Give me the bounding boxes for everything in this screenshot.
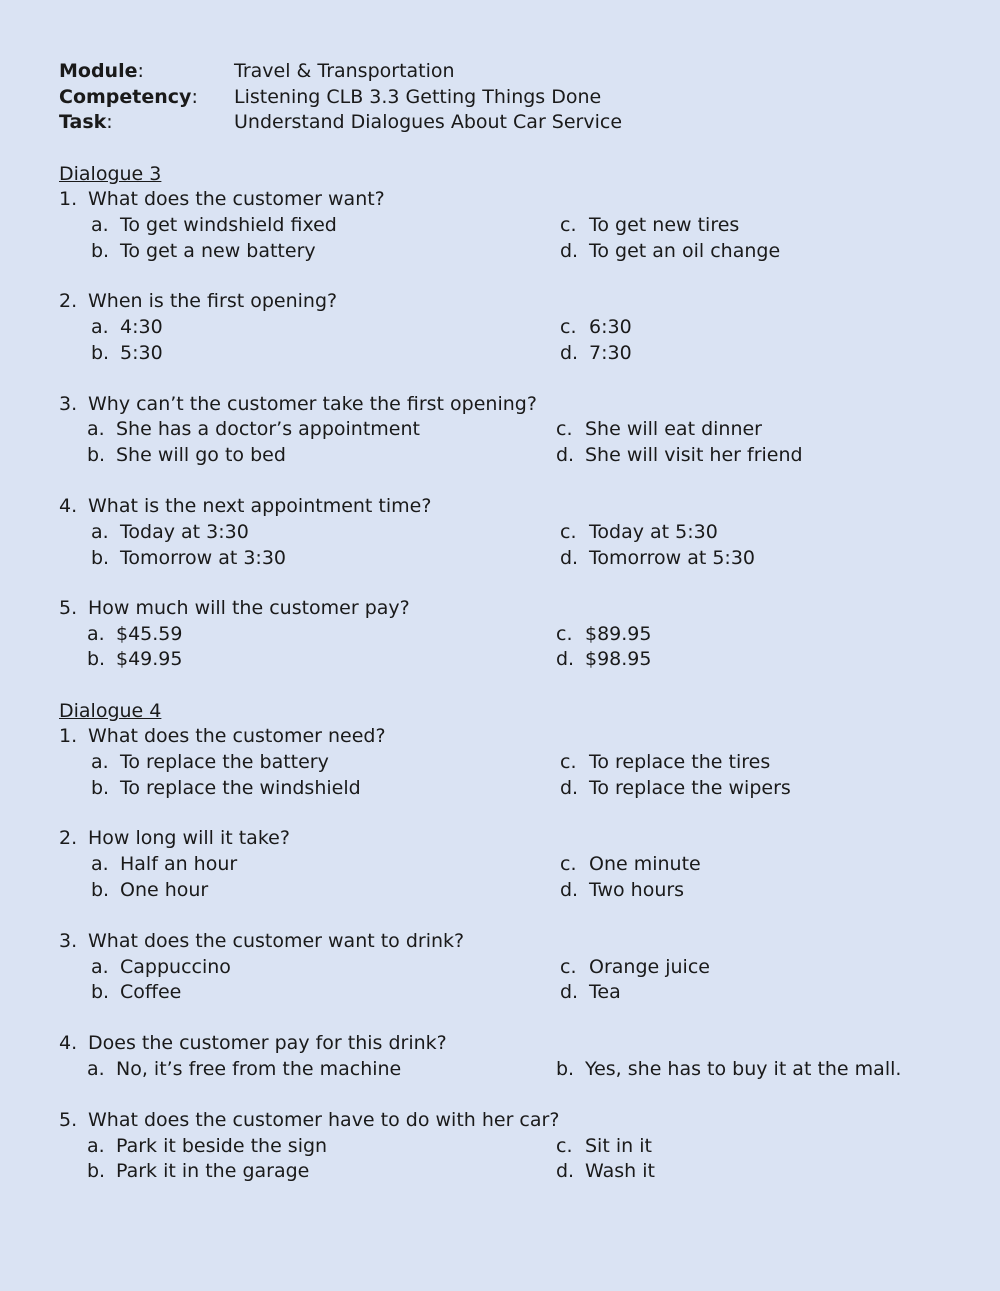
option-text: She will eat dinner — [585, 418, 762, 440]
option-text: To replace the tires — [589, 751, 771, 773]
question-text: Why can’t the customer take the first opening? — [88, 393, 537, 415]
option-letter: a. — [91, 956, 109, 978]
option-letter: c. — [560, 214, 577, 236]
option-letter: b. — [87, 648, 106, 670]
option-text: Tomorrow at 3:30 — [120, 547, 287, 569]
question-text: What does the customer want? — [88, 188, 385, 210]
question-number: 2. — [59, 290, 78, 312]
option-letter: c. — [560, 751, 577, 773]
option-letter: c. — [556, 623, 573, 645]
option-text: Half an hour — [120, 853, 238, 875]
option-text: No, it’s free from the machine — [116, 1058, 402, 1080]
option-letter: d. — [556, 444, 575, 466]
option-text: One minute — [589, 853, 701, 875]
option-letter: b. — [91, 879, 110, 901]
option-letter: a. — [91, 214, 109, 236]
module-label: Module: — [59, 60, 144, 82]
question-text: When is the first opening? — [88, 290, 338, 312]
question-text: What does the customer need? — [88, 725, 386, 747]
option-text: Coffee — [120, 981, 182, 1003]
option-letter: b. — [87, 444, 106, 466]
module-value: Travel & Transportation — [234, 60, 455, 82]
task-value: Understand Dialogues About Car Service — [234, 111, 623, 133]
option-letter: d. — [560, 777, 579, 799]
option-letter: d. — [560, 547, 579, 569]
option-text: Yes, she has to buy it at the mall. — [585, 1058, 902, 1080]
option-letter: c. — [560, 853, 577, 875]
option-text: To replace the windshield — [120, 777, 361, 799]
option-letter: d. — [556, 648, 575, 670]
question-number: 5. — [59, 597, 78, 619]
option-text: She will go to bed — [116, 444, 286, 466]
option-text: To get windshield fixed — [120, 214, 337, 236]
option-letter: d. — [560, 240, 579, 262]
option-text: Tea — [589, 981, 621, 1003]
question-number: 4. — [59, 1032, 78, 1054]
question-number: 1. — [59, 725, 78, 747]
option-text: Tomorrow at 5:30 — [589, 547, 756, 569]
option-text: To get an oil change — [589, 240, 781, 262]
option-text: $98.95 — [585, 648, 652, 670]
option-text: Sit in it — [585, 1135, 652, 1157]
option-letter: b. — [556, 1058, 575, 1080]
question-text: What does the customer want to drink? — [88, 930, 465, 952]
option-letter: c. — [556, 418, 573, 440]
option-letter: b. — [87, 1160, 106, 1182]
option-text: Park it beside the sign — [116, 1135, 328, 1157]
option-text: Two hours — [589, 879, 685, 901]
option-text: 7:30 — [589, 342, 632, 364]
question-number: 2. — [59, 827, 78, 849]
competency-label: Competency: — [59, 86, 198, 108]
option-text: Wash it — [585, 1160, 655, 1182]
competency-value: Listening CLB 3.3 Getting Things Done — [234, 86, 602, 108]
option-letter: b. — [91, 342, 110, 364]
question-text: What is the next appointment time? — [88, 495, 432, 517]
option-text: Today at 5:30 — [589, 521, 718, 543]
option-letter: c. — [556, 1135, 573, 1157]
option-letter: a. — [87, 623, 105, 645]
option-text: Today at 3:30 — [120, 521, 249, 543]
option-letter: b. — [91, 981, 110, 1003]
option-letter: a. — [87, 1135, 105, 1157]
option-text: Cappuccino — [120, 956, 231, 978]
option-letter: a. — [91, 853, 109, 875]
question-text: Does the customer pay for this drink? — [88, 1032, 447, 1054]
option-letter: d. — [560, 981, 579, 1003]
question-number: 1. — [59, 188, 78, 210]
option-text: She will visit her friend — [585, 444, 803, 466]
option-letter: d. — [560, 342, 579, 364]
option-text: To replace the wipers — [589, 777, 791, 799]
option-text: To get a new battery — [120, 240, 316, 262]
question-text: How much will the customer pay? — [88, 597, 410, 619]
option-letter: a. — [87, 418, 105, 440]
option-letter: b. — [91, 777, 110, 799]
option-letter: d. — [556, 1160, 575, 1182]
option-letter: a. — [91, 316, 109, 338]
option-text: $45.59 — [116, 623, 183, 645]
dialogue-3-title: Dialogue 3 — [59, 163, 162, 185]
option-text: 6:30 — [589, 316, 632, 338]
option-letter: c. — [560, 316, 577, 338]
question-number: 5. — [59, 1109, 78, 1131]
option-letter: a. — [91, 521, 109, 543]
option-letter: c. — [560, 521, 577, 543]
option-text: 5:30 — [120, 342, 163, 364]
option-letter: c. — [560, 956, 577, 978]
option-text: One hour — [120, 879, 209, 901]
option-text: Orange juice — [589, 956, 710, 978]
option-letter: d. — [560, 879, 579, 901]
option-text: $49.95 — [116, 648, 183, 670]
dialogue-4-title: Dialogue 4 — [59, 700, 162, 722]
option-text: Park it in the garage — [116, 1160, 310, 1182]
option-text: To replace the battery — [120, 751, 329, 773]
option-letter: a. — [87, 1058, 105, 1080]
question-text: What does the customer have to do with her car? — [88, 1109, 560, 1131]
question-number: 3. — [59, 393, 78, 415]
option-text: To get new tires — [589, 214, 740, 236]
option-text: $89.95 — [585, 623, 652, 645]
option-letter: a. — [91, 751, 109, 773]
question-number: 4. — [59, 495, 78, 517]
option-letter: b. — [91, 240, 110, 262]
task-label: Task: — [59, 111, 113, 133]
question-number: 3. — [59, 930, 78, 952]
option-text: 4:30 — [120, 316, 163, 338]
question-text: How long will it take? — [88, 827, 290, 849]
option-letter: b. — [91, 547, 110, 569]
option-text: She has a doctor’s appointment — [116, 418, 420, 440]
